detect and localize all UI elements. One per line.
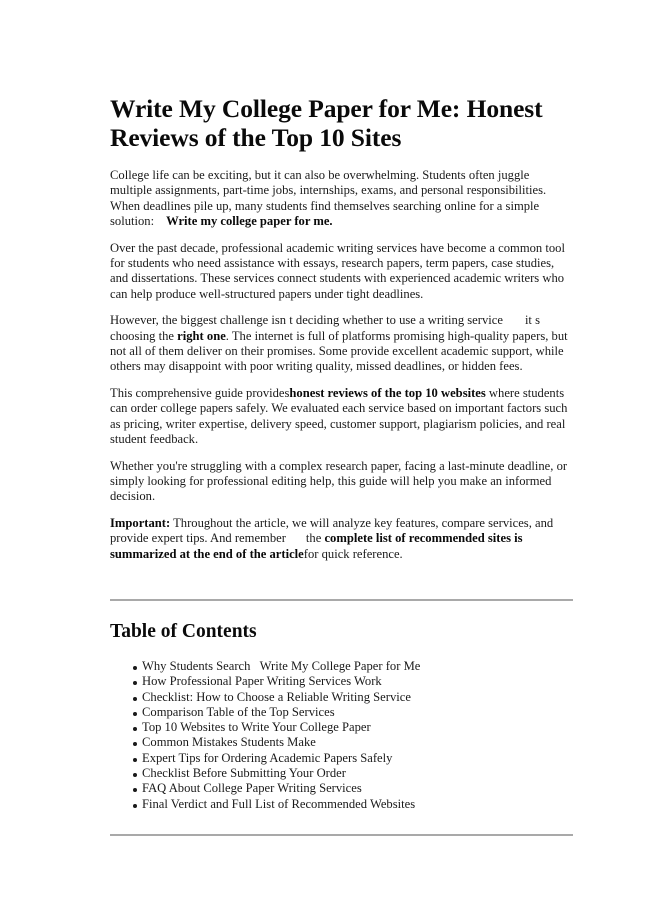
challenge-text-pre: However, the biggest challenge isn t deciding whether to use a writing service	[110, 313, 503, 328]
important-bold-phrase: complete list of recommended sites is summarized at the end of the article	[110, 531, 523, 561]
divider-bottom	[110, 834, 573, 836]
toc-item-label: Checklist: How to Choose a Reliable Writing Service	[142, 689, 411, 704]
guide-bold-phrase: honest reviews of the top 10 websites	[289, 386, 486, 401]
bullet-icon	[133, 788, 137, 792]
toc-item-label: FAQ About College Paper Writing Services	[142, 781, 362, 796]
important-text-post: for quick reference.	[303, 546, 403, 561]
intro-text: College life can be exciting, but it can also be overwhelming. Students often juggle multiple assignments, part-time jobs, internships, exams, and personal responsibilities. When deadlines pile up, many students find themselves searching online for a simple solution:	[110, 168, 547, 228]
toc-item[interactable]	[133, 797, 420, 812]
toc-item[interactable]	[133, 674, 420, 689]
challenge-text-post: . The internet is full of platforms promising high-quality papers, but not all of them deliver on their promises. Some provide excellent academic support, while others may disappoint with poor writing quality, missed deadlines, or hidden fees.	[110, 328, 568, 374]
toc-item-label: Final Verdict and Full List of Recommended Websites	[142, 796, 416, 811]
important-text-mid: the	[305, 531, 325, 546]
toc-item[interactable]	[133, 781, 420, 796]
toc-item-label: Checklist Before Submitting Your Order	[142, 766, 346, 781]
guide-text-post: where students can order college papers safely. We evaluated each service based on important factors such as pricing, writer expertise, delivery speed, customer support, plagiarism policies, and real student feedback.	[110, 386, 568, 446]
toc-item-label: Common Mistakes Students Make	[142, 735, 316, 750]
toc-item[interactable]	[133, 705, 420, 720]
intro-bold-phrase: Write my college paper for me.	[166, 213, 333, 228]
challenge-text-mid: it s choosing the	[110, 313, 540, 343]
bullet-icon	[133, 712, 137, 716]
article-title: Write My College Paper for Me: Honest Reviews of the Top 10 Sites	[110, 94, 543, 152]
toc-item-label: Why Students Search Write My College Paper for Me	[142, 659, 421, 673]
toc-item-label: How Professional Paper Writing Services Work	[142, 674, 382, 689]
decision-paragraph: Whether you're struggling with a complex research paper, facing a last-minute deadline, or simply looking for professional editing help, this guide will help you make an informed decision.	[110, 458, 568, 504]
table-of-contents	[133, 659, 420, 812]
intro-paragraph	[110, 168, 574, 229]
guide-text-pre: This comprehensive guide provides	[110, 386, 290, 401]
article-body	[110, 94, 574, 574]
bullet-icon	[133, 773, 137, 777]
bullet-icon	[133, 758, 137, 762]
bullet-icon	[133, 681, 137, 685]
bullet-icon	[133, 742, 137, 746]
toc-item[interactable]	[133, 751, 420, 766]
bullet-icon	[133, 697, 137, 701]
toc-item-label: Comparison Table of the Top Services	[142, 704, 335, 719]
challenge-bold-phrase: right one	[177, 328, 226, 343]
toc-item-label: Top 10 Websites to Write Your College Paper	[142, 720, 371, 735]
challenge-paragraph	[110, 313, 574, 374]
bullet-icon	[133, 727, 137, 731]
toc-item[interactable]	[133, 735, 420, 750]
important-text-pre: Throughout the article, we will analyze key features, compare services, and provide expert tips. And remember	[110, 516, 554, 546]
important-label: Important:	[110, 516, 171, 531]
bullet-icon	[133, 804, 137, 808]
bullet-icon	[133, 666, 137, 670]
toc-item[interactable]	[133, 766, 420, 781]
toc-heading: Table of Contents	[110, 621, 257, 642]
toc-item[interactable]	[133, 690, 420, 705]
toc-item[interactable]	[133, 659, 420, 674]
toc-item-label: Expert Tips for Ordering Academic Papers Safely	[142, 750, 393, 765]
background-paragraph: Over the past decade, professional academic writing services have become a common tool for students who need assistance with essays, research papers, term papers, case studies, and dissertations. These services connect students with experienced academic writers who can help produce well-structured papers under tight deadlines.	[110, 240, 565, 301]
divider-top	[110, 599, 573, 601]
guide-paragraph	[110, 386, 574, 447]
important-paragraph	[110, 516, 574, 562]
toc-item[interactable]	[133, 720, 420, 735]
